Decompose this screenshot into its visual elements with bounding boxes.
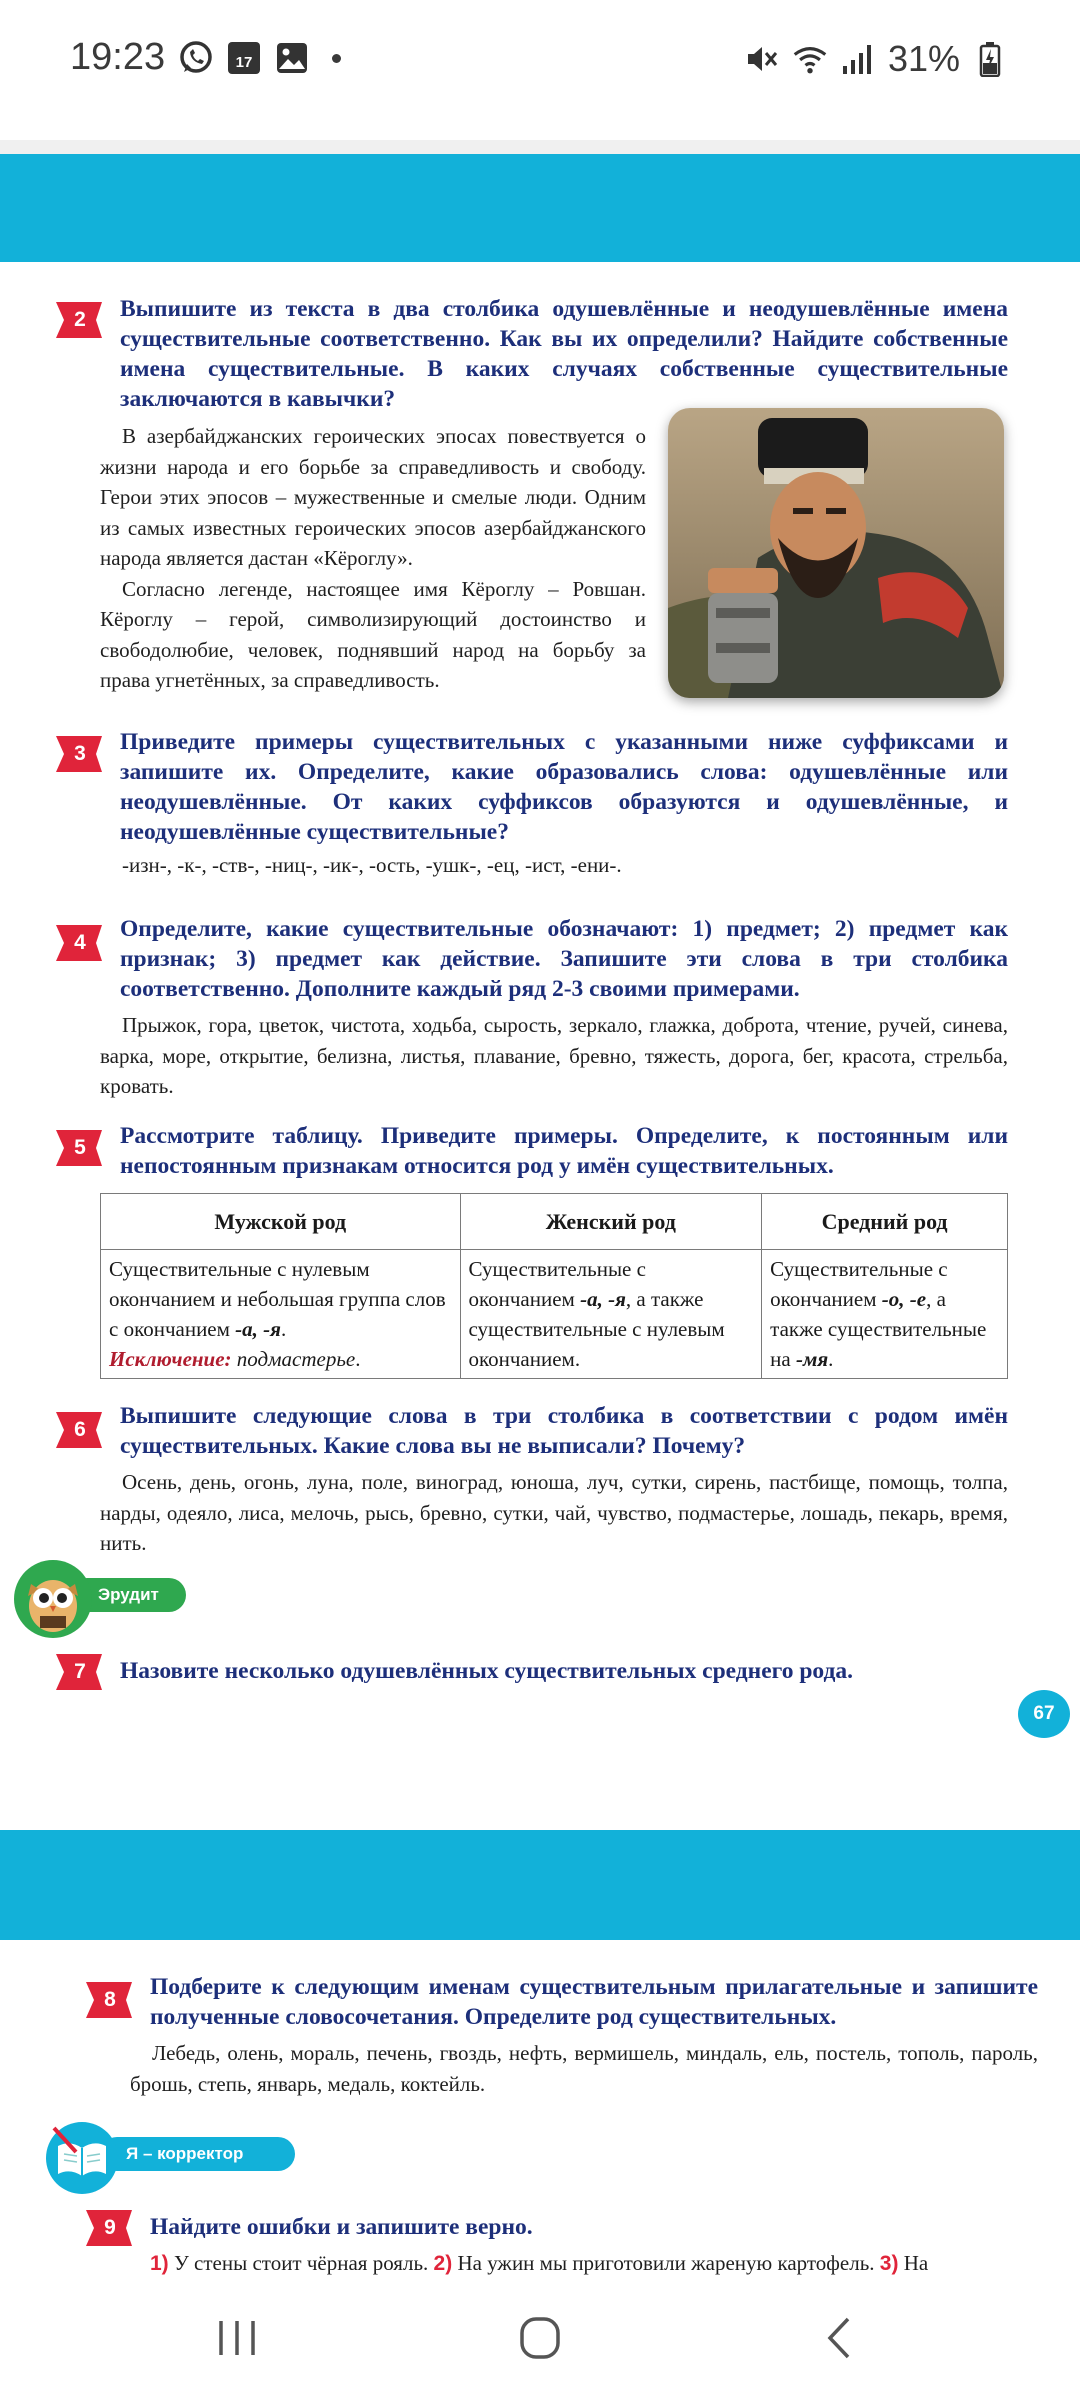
exercise-7-question: Назовите несколько одушевлённых существительных среднего рода. xyxy=(120,1658,854,1684)
navigation-bar xyxy=(0,2275,1080,2400)
exercise-8-question: Подберите к следующим именам существительным прилагательные и запишите полученные словосочетания. Определите род существительных. xyxy=(150,1974,1038,2030)
wifi-icon xyxy=(792,41,828,77)
exercise-3-question: Приведите примеры существительных с указанными ниже суффиксами и запишите их. Определите, какие образовались слова: одушевлённые или неодушевлённые. От каких суффиксов образуются и одушевлённые, и неодушевлённые существительные? xyxy=(120,729,1008,845)
koroglu-illustration xyxy=(668,408,1004,698)
exercise-4-question: Определите, какие существительные обозначают: 1) предмет; 2) предмет как признак; 3) предмет как действие. Запишите эти слова в три столбика соответственно. Дополните каждый ряд 2-3 своими примерами. xyxy=(120,916,1008,1002)
exception-label: Исключение: xyxy=(109,1347,232,1371)
exercise-6-question: Выпишите следующие слова в три столбика в соответствии с родом имён существительных. Какие слова вы не выписали? Почему? xyxy=(120,1403,1008,1459)
recent-apps-button[interactable] xyxy=(187,2300,287,2375)
page-break-band xyxy=(0,1830,1080,1940)
battery-charging-icon xyxy=(972,41,1008,77)
exercise-2-text xyxy=(100,421,646,696)
home-button[interactable] xyxy=(490,2300,590,2375)
exercise-number-badge: 9 xyxy=(86,2210,132,2246)
exercise-number-badge: 5 xyxy=(56,1130,102,1166)
table-cell-neuter: Существительные с окончанием -о, -е, а также существительные на -мя. xyxy=(762,1250,1008,1379)
notification-dot-icon xyxy=(332,54,341,63)
calendar-icon: 17 xyxy=(228,42,260,74)
page-header-band xyxy=(0,154,1080,262)
exercise-4-text: Прыжок, гора, цветок, чистота, ходьба, сырость, зеркало, глажка, доброта, чтение, ручей, синева, варка, море, открытие, белизна, листья, плавание, бревно, тяжесть, дорога, бег, красота, стрельба, кровать. xyxy=(100,1013,1008,1098)
owl-icon xyxy=(14,1560,92,1638)
table-header: Мужской род xyxy=(101,1194,461,1250)
exercise-6-text: Осень, день, огонь, луна, поле, виноград, юноша, луч, сутки, сирень, пастбище, помощь, толпа, нарды, одеяло, лиса, мелочь, рысь, бревно, сутки, чай, чувство, подмастерье, лошадь, пекарь, время, нить. xyxy=(100,1470,1008,1555)
suffix-list: -изн-, -к-, -ств-, -ниц-, -ик-, -ость, -ушк-, -ец, -ист, -ени-. xyxy=(122,853,622,877)
exercise-5-question: Рассмотрите таблицу. Приведите примеры. Определите, к постоянным или непостоянным признакам относится род у имён существительных. xyxy=(120,1123,1008,1179)
status-time: 19:23 xyxy=(70,36,166,78)
table-cell-feminine: Существительные с окончанием -а, -я, а также существительные с нулевым окончанием. xyxy=(460,1250,762,1379)
table-header: Женский род xyxy=(460,1194,762,1250)
back-button[interactable] xyxy=(790,2300,890,2375)
exercise-number-badge: 8 xyxy=(86,1982,132,2018)
exercise-number-badge: 7 xyxy=(56,1654,102,1690)
exercise-number-badge: 6 xyxy=(56,1412,102,1448)
exception-word: подмастерье xyxy=(236,1347,356,1371)
table-header-row xyxy=(101,1194,1008,1250)
table-cell-masculine: Существительные с нулевым окончанием и небольшая группа слов с окончанием -а, -я. Исключение: подмастерье. xyxy=(101,1250,461,1379)
paragraph: Согласно легенде, настоящее имя Кёроглу – Ровшан. Кёроглу – герой, символизирующий достоинство и свободолюбие, человек, поднявший народ на борьбу за права угнетённых, за справедливость. xyxy=(100,576,646,692)
table-header: Средний род xyxy=(762,1194,1008,1250)
gender-table xyxy=(100,1193,1008,1379)
exercise-8-text: Лебедь, олень, мораль, печень, гвоздь, нефть, вермишель, миндаль, ель, постель, тополь, пароль, брошь, степь, январь, медаль, коктейль. xyxy=(130,2041,1038,2096)
exercise-number-badge: 4 xyxy=(56,925,102,961)
exercise-number-badge: 2 xyxy=(56,302,102,338)
gallery-icon xyxy=(274,40,310,76)
exercise-9-question: Найдите ошибки и запишите верно. xyxy=(150,2214,533,2240)
exercise-2-question: Выпишите из текста в два столбика одушевлённые и неодушевлённые имена существительные соответственно. Как вы их определили? Найдите собственные имена существительные. В каких случаях собственные существительные заключаются в кавычки? xyxy=(120,296,1008,412)
corrector-label: Я – корректор xyxy=(100,2137,295,2171)
exercise-number-badge: 3 xyxy=(56,736,102,772)
status-bar xyxy=(0,0,1080,125)
whatsapp-icon xyxy=(178,40,214,76)
paragraph: В азербайджанских героических эпосах повествуется о жизни народа и его борьбе за справедливость и свободу. Герои этих эпосов – мужественные и смелые люди. Одним из самых известных героических эпосов азербайджанского народа является дастан «Кёроглу». xyxy=(100,424,646,570)
page-number: 67 xyxy=(1018,1690,1070,1738)
signal-icon xyxy=(840,41,876,77)
mute-icon xyxy=(744,41,780,77)
divider xyxy=(0,140,1080,154)
erudit-label: Эрудит xyxy=(70,1578,186,1612)
battery-percent: 31% xyxy=(887,38,960,79)
table-row xyxy=(101,1250,1008,1379)
exercise-9-items: 1) У стены стоит чёрная рояль. 2) На ужин мы приготовили жареную картофель. 3) На xyxy=(150,2251,929,2275)
book-icon xyxy=(46,2122,118,2194)
